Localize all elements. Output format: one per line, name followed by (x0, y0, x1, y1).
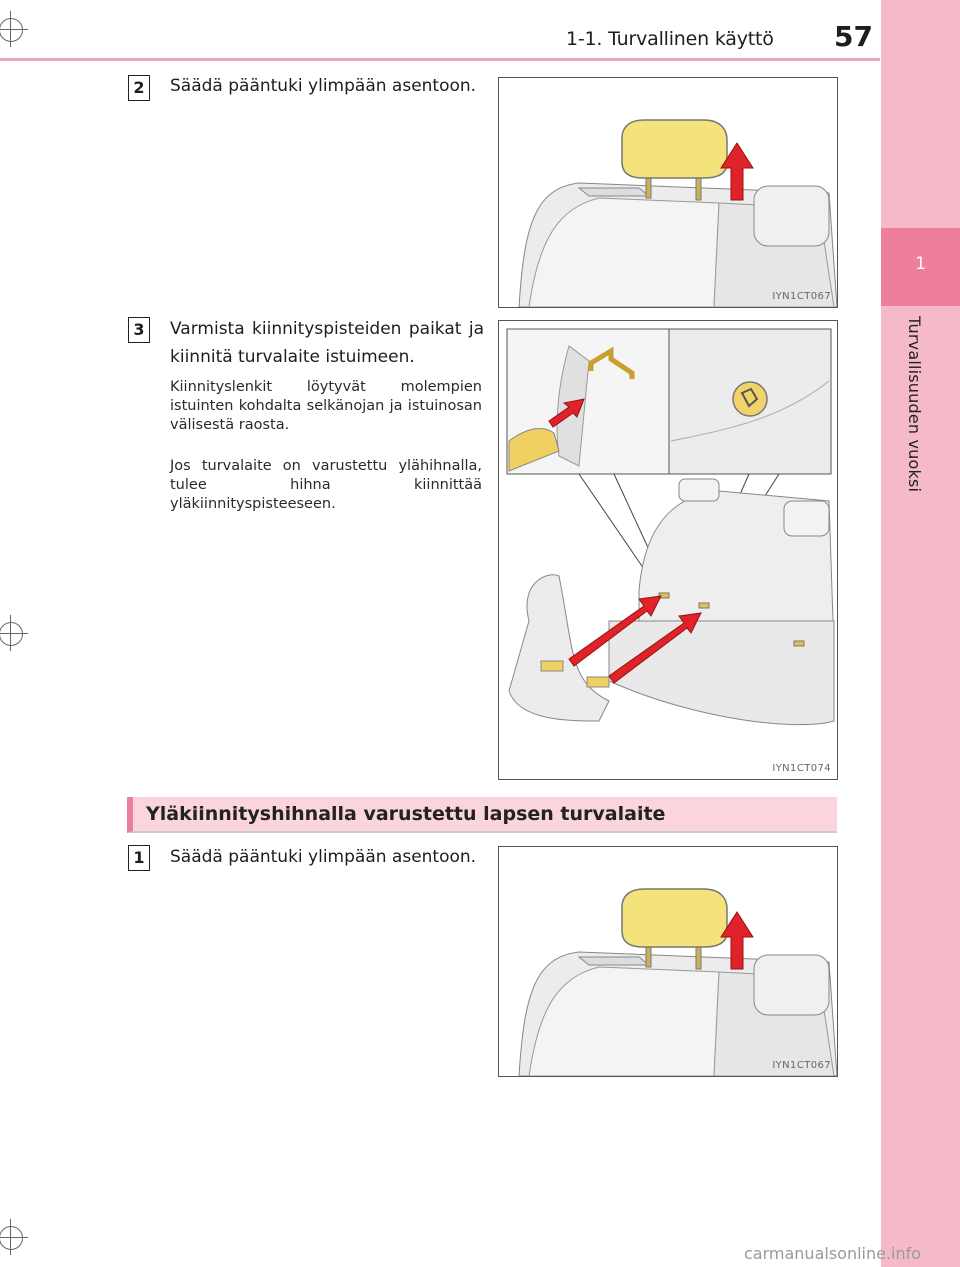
section-banner (127, 797, 837, 833)
chapter-title: Turvallisuuden vuoksi (905, 316, 924, 493)
crop-mark-mid-left (0, 622, 23, 646)
step-note: Kiinnityslenkit löytyvät molempien istuinten kohdalta selkänojan ja istuinosan välisestä raosta. (170, 379, 482, 433)
figure-code: IYN1CT067 (772, 1060, 831, 1071)
section-header: 1-1. Turvallinen käyttö (566, 28, 774, 50)
chapter-number: 1 (915, 254, 926, 274)
isofix-illustration (499, 321, 837, 779)
step-note: Jos turvalaite on varustettu ylähihnalla, tulee hihna kiinnittää yläkiinnityspisteeseen. (170, 458, 482, 512)
step-text: Varmista kiinnityspisteiden paikat ja kiinnitä turvalaite istuimeen. (170, 319, 484, 367)
figure-code: IYN1CT074 (772, 763, 831, 774)
section-banner-title: Yläkiinnityshihnalla varustettu lapsen turvalaite (146, 803, 666, 825)
header-rule (0, 58, 880, 61)
figure-isofix-anchors (498, 320, 838, 780)
crop-mark-top-left (0, 18, 23, 42)
crop-mark-bottom-left (0, 1226, 23, 1250)
page-number: 57 (834, 20, 873, 53)
figure-headrest-raise (498, 77, 838, 308)
chapter-side-tab (881, 0, 960, 1267)
step-text: Säädä pääntuki ylimpään asentoon. (170, 76, 477, 96)
chapter-number-tab[interactable] (881, 228, 960, 306)
step-text: Säädä pääntuki ylimpään asentoon. (170, 847, 477, 867)
step-number-box: 2 (128, 75, 150, 101)
headrest-illustration (499, 847, 837, 1076)
watermark: carmanualsonline.info (744, 1244, 922, 1263)
figure-code: IYN1CT067 (772, 291, 831, 302)
step-number-box: 3 (128, 317, 150, 343)
step-number-box: 1 (128, 845, 150, 871)
figure-headrest-raise (498, 846, 838, 1077)
headrest-illustration (499, 78, 837, 307)
